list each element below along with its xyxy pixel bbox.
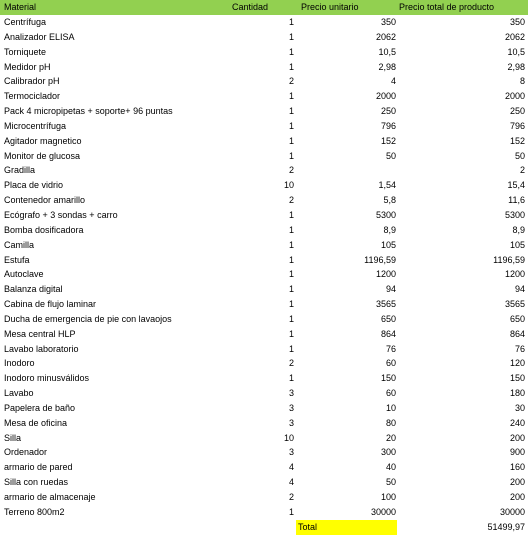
cell-precio-total[interactable]: 2062: [504, 31, 525, 42]
cell-precio-unitario[interactable]: 650: [380, 313, 396, 324]
cell-precio-unitario[interactable]: 1,54: [378, 180, 396, 191]
cell-material[interactable]: Silla con ruedas: [4, 477, 69, 488]
cell-precio-total[interactable]: 8,9: [512, 224, 525, 235]
cell-cantidad[interactable]: 10: [283, 432, 294, 443]
cell-precio-total[interactable]: 864: [509, 328, 525, 339]
cell-precio-total[interactable]: 3565: [504, 299, 525, 310]
cell-material[interactable]: Ducha de emergencia de pie con lavaojos: [4, 313, 172, 324]
cell-cantidad[interactable]: 4: [288, 462, 294, 473]
cell-material[interactable]: Calibrador pH: [4, 76, 60, 87]
cell-precio-total[interactable]: 120: [509, 358, 525, 369]
cell-cantidad[interactable]: 1: [288, 269, 294, 280]
cell-precio-unitario[interactable]: 2062: [375, 31, 396, 42]
cell-cantidad[interactable]: 1: [288, 224, 294, 235]
cell-material[interactable]: Estufa: [4, 254, 30, 265]
cell-precio-total[interactable]: 94: [514, 284, 525, 295]
cell-cantidad[interactable]: 2: [288, 358, 294, 369]
table-row: [0, 297, 528, 312]
cell-precio-total[interactable]: 200: [509, 492, 525, 502]
cell-precio-total[interactable]: 10,5: [507, 46, 525, 57]
cell-precio-unitario[interactable]: 350: [380, 17, 396, 27]
cell-precio-total[interactable]: 150: [509, 373, 525, 384]
table-row: [0, 223, 528, 238]
cell-material[interactable]: Inodoro minusválidos: [4, 373, 90, 384]
header-row: [0, 0, 528, 15]
cell-precio-unitario[interactable]: 40: [385, 462, 396, 473]
cell-cantidad[interactable]: 1: [288, 150, 294, 161]
cell-precio-unitario[interactable]: 8,9: [383, 224, 396, 235]
cell-material[interactable]: Mesa central HLP: [4, 328, 76, 339]
cell-precio-unitario[interactable]: 100: [380, 492, 396, 502]
cell-material[interactable]: Termociclador: [4, 91, 61, 102]
table-row: [0, 490, 528, 505]
table-row: [0, 312, 528, 327]
cell-precio-total[interactable]: 900: [509, 447, 525, 458]
cell-precio-unitario[interactable]: 80: [385, 417, 396, 428]
cell-precio-unitario[interactable]: 94: [385, 284, 396, 295]
cell-cantidad[interactable]: 1: [288, 61, 294, 72]
cell-precio-total[interactable]: 2000: [504, 91, 525, 102]
cell-cantidad[interactable]: 2: [288, 165, 294, 176]
table-row: [0, 253, 528, 268]
table-body: [0, 15, 528, 520]
cell-precio-unitario[interactable]: 250: [380, 106, 396, 117]
table-row: [0, 342, 528, 357]
cell-precio-total[interactable]: 5300: [504, 209, 525, 220]
cell-cantidad[interactable]: 3: [288, 402, 294, 413]
total-row: [0, 520, 528, 535]
cell-precio-unitario[interactable]: 50: [385, 150, 396, 161]
table-row: [0, 15, 528, 30]
cell-precio-total[interactable]: 11,6: [508, 195, 525, 206]
cell-material[interactable]: Contenedor amarillo: [4, 195, 86, 206]
cell-precio-total[interactable]: 105: [509, 239, 525, 250]
table-row: [0, 505, 528, 520]
cell-precio-unitario[interactable]: 20: [385, 432, 396, 443]
cell-cantidad[interactable]: 3: [288, 447, 294, 458]
table-row: [0, 134, 528, 149]
cell-material[interactable]: Placa de vidrio: [4, 180, 64, 191]
cell-precio-unitario[interactable]: 152: [380, 135, 396, 146]
cell-precio-total[interactable]: 8: [519, 76, 525, 87]
table-row: [0, 282, 528, 297]
table-row: [0, 267, 528, 282]
cell-material[interactable]: Papelera de baño: [4, 402, 76, 413]
cell-precio-unitario[interactable]: 864: [380, 328, 396, 339]
table-row: [0, 30, 528, 45]
cell-material[interactable]: Torniquete: [4, 46, 47, 57]
cell-precio-total[interactable]: 180: [509, 388, 525, 399]
cell-precio-unitario[interactable]: 1196,59: [364, 254, 396, 265]
cell-material[interactable]: armario de almacenaje: [4, 492, 96, 502]
cell-material[interactable]: Analizador ELISA: [4, 31, 75, 42]
table-row: [0, 119, 528, 134]
cell-cantidad[interactable]: 2: [288, 195, 294, 206]
total-value[interactable]: 51499,97: [487, 521, 525, 532]
cell-material[interactable]: Lavabo: [4, 388, 34, 399]
cell-precio-unitario[interactable]: [294, 163, 396, 178]
table-row: [0, 163, 528, 178]
cell-precio-total[interactable]: 200: [509, 477, 525, 488]
cell-cantidad[interactable]: 2: [288, 492, 294, 502]
cell-cantidad[interactable]: 1: [288, 343, 294, 354]
cell-material[interactable]: armario de pared: [4, 462, 73, 473]
cell-material[interactable]: Silla: [4, 432, 22, 443]
table-row: [0, 475, 528, 490]
table-row: [0, 193, 528, 208]
cell-precio-total[interactable]: 1200: [504, 269, 525, 280]
cell-precio-total[interactable]: 350: [509, 17, 525, 27]
cell-material[interactable]: Gradilla: [4, 165, 36, 176]
cell-cantidad[interactable]: 4: [288, 477, 294, 488]
cell-material[interactable]: Camilla: [4, 239, 35, 250]
cell-cantidad[interactable]: 3: [288, 388, 294, 399]
cell-precio-unitario[interactable]: 60: [385, 388, 396, 399]
cell-precio-unitario[interactable]: 50: [385, 477, 396, 488]
cell-precio-total[interactable]: 152: [509, 135, 525, 146]
cell-precio-unitario[interactable]: 105: [380, 239, 396, 250]
cell-precio-unitario[interactable]: 4: [390, 76, 396, 87]
cell-material[interactable]: Ecógrafo + 3 sondas + carro: [4, 209, 118, 220]
table-row: [0, 401, 528, 416]
cell-cantidad[interactable]: 1: [288, 120, 294, 131]
cell-cantidad[interactable]: 1: [288, 506, 294, 517]
cell-cantidad[interactable]: 1: [288, 328, 294, 339]
cell-material[interactable]: Mesa de oficina: [4, 417, 68, 428]
table-row: [0, 431, 528, 446]
cell-precio-unitario[interactable]: 5300: [375, 209, 396, 220]
cell-precio-unitario[interactable]: 300: [380, 447, 396, 458]
cell-precio-total[interactable]: 650: [509, 313, 525, 324]
total-label[interactable]: Total: [296, 520, 397, 535]
cell-cantidad[interactable]: 1: [288, 31, 294, 42]
header-material[interactable]: Material: [4, 2, 37, 12]
header-cantidad[interactable]: Cantidad: [232, 2, 269, 12]
table-row: [0, 208, 528, 223]
cell-material[interactable]: Centrífuga: [4, 17, 47, 27]
cell-precio-unitario[interactable]: 150: [380, 373, 396, 384]
cell-cantidad[interactable]: 1: [288, 299, 294, 310]
cell-cantidad[interactable]: 1: [288, 239, 294, 250]
cell-cantidad[interactable]: 3: [288, 417, 294, 428]
cell-precio-unitario[interactable]: 2000: [375, 91, 396, 102]
cell-precio-unitario[interactable]: 10: [385, 402, 396, 413]
cell-precio-total[interactable]: 250: [509, 106, 525, 117]
cell-precio-total[interactable]: 1196,59: [493, 254, 525, 265]
table-row: [0, 386, 528, 401]
cell-precio-unitario[interactable]: 1200: [375, 269, 396, 280]
cell-precio-unitario[interactable]: 76: [385, 343, 396, 354]
cell-precio-unitario[interactable]: 796: [380, 120, 396, 131]
table-row: [0, 371, 528, 386]
table-row: [0, 45, 528, 60]
cell-precio-unitario[interactable]: 5,8: [383, 195, 396, 206]
cell-material[interactable]: Autoclave: [4, 269, 44, 280]
cell-precio-total[interactable]: 50: [514, 150, 525, 161]
cell-material[interactable]: Cabina de flujo laminar: [4, 299, 97, 310]
cell-precio-total[interactable]: 30000: [499, 506, 525, 517]
table-row: [0, 356, 528, 371]
cell-precio-unitario[interactable]: 10,5: [378, 46, 396, 57]
cell-material[interactable]: Agitador magnetico: [4, 135, 82, 146]
table-row: [0, 74, 528, 89]
cell-precio-total[interactable]: 30: [514, 402, 525, 413]
cell-material[interactable]: Bomba dosificadora: [4, 224, 84, 235]
header-precio-unitario[interactable]: Precio unitario: [301, 2, 359, 12]
table-row: [0, 416, 528, 431]
cell-cantidad[interactable]: 1: [288, 373, 294, 384]
cell-cantidad[interactable]: 1: [288, 106, 294, 117]
cell-material[interactable]: Inodoro: [4, 358, 35, 369]
cell-precio-unitario[interactable]: 2,98: [378, 61, 396, 72]
cell-material[interactable]: Monitor de glucosa: [4, 150, 81, 161]
cell-cantidad[interactable]: 10: [283, 180, 294, 191]
table-row: [0, 178, 528, 193]
cell-material[interactable]: Microcentrífuga: [4, 120, 67, 131]
cell-precio-unitario[interactable]: 3565: [375, 299, 396, 310]
table-row: [0, 238, 528, 253]
table-row: [0, 445, 528, 460]
cell-precio-unitario[interactable]: 60: [385, 358, 396, 369]
cell-precio-total[interactable]: 160: [509, 462, 525, 473]
cell-material[interactable]: Pack 4 micropipetas + soporte+ 96 puntas: [4, 106, 173, 117]
table-row: [0, 460, 528, 475]
cell-material[interactable]: Medidor pH: [4, 61, 51, 72]
cell-precio-total[interactable]: 15,4: [507, 180, 525, 191]
cell-cantidad[interactable]: 1: [288, 46, 294, 57]
cell-material[interactable]: Ordenador: [4, 447, 48, 458]
cell-precio-unitario[interactable]: 30000: [370, 506, 396, 517]
cell-precio-total[interactable]: 2,98: [507, 61, 525, 72]
cell-cantidad[interactable]: 1: [288, 135, 294, 146]
cell-cantidad[interactable]: 1: [288, 313, 294, 324]
cell-material[interactable]: Terreno 800m2: [4, 506, 65, 517]
table-row: [0, 104, 528, 119]
cell-material[interactable]: Balanza digital: [4, 284, 63, 295]
cell-precio-total[interactable]: 200: [509, 432, 525, 443]
cell-cantidad[interactable]: 1: [288, 91, 294, 102]
table-row: [0, 149, 528, 164]
table-row: [0, 327, 528, 342]
cell-cantidad[interactable]: 1: [288, 284, 294, 295]
header-precio-total[interactable]: Precio total de producto: [399, 2, 495, 12]
cell-cantidad[interactable]: 2: [288, 76, 294, 87]
cell-precio-total[interactable]: 2: [519, 165, 525, 176]
cell-precio-total[interactable]: 796: [509, 120, 525, 131]
table-row: [0, 60, 528, 75]
cell-precio-total[interactable]: 240: [509, 417, 525, 428]
cell-material[interactable]: Lavabo laboratorio: [4, 343, 79, 354]
cell-cantidad[interactable]: 1: [288, 254, 294, 265]
cell-cantidad[interactable]: 1: [288, 17, 294, 27]
cell-precio-total[interactable]: 76: [514, 343, 525, 354]
table-row: [0, 89, 528, 104]
cell-cantidad[interactable]: 1: [288, 209, 294, 220]
